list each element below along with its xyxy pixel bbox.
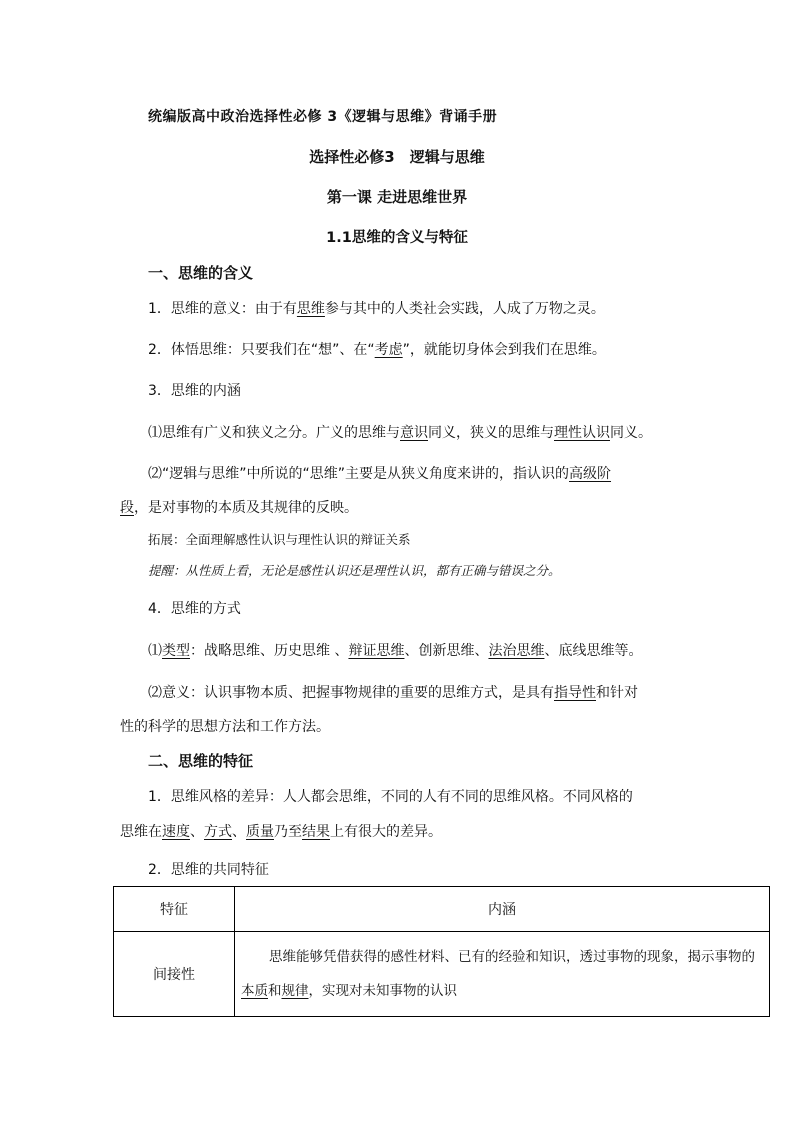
- table-cell-feature: 间接性: [114, 932, 235, 1017]
- book-title: 选择性必修3 逻辑与思维: [309, 148, 485, 166]
- section-title: 1.1思维的含义与特征: [326, 230, 468, 246]
- part1-item4-p1: ⑴类型：战略思维、历史思维 、辩证思维、创新思维、法治思维、底线思维等。: [148, 643, 643, 659]
- traits-table: [113, 886, 770, 1017]
- part1-heading: 一、思维的含义: [148, 264, 254, 282]
- table-row: [114, 932, 770, 1017]
- part1-item2: 2．体悟思维：只要我们在“想”、在“考虑”，就能切身体会到我们在思维。: [148, 342, 606, 358]
- document-title: 统编版高中政治选择性必修 3《逻辑与思维》背诵手册: [148, 109, 498, 125]
- part2-heading: 二、思维的特征: [148, 752, 254, 770]
- part2-item1-line1: 1．思维风格的差异：人人都会思维，不同的人有不同的思维风格。不同风格的: [148, 789, 633, 805]
- table-header-feature: 特征: [114, 887, 235, 932]
- part1-item1: 1．思维的意义：由于有思维参与其中的人类社会实践，人成了万物之灵。: [148, 301, 605, 317]
- part1-item3-p1: ⑴思维有广义和狭义之分。广义的思维与意识同义，狭义的思维与理性认识同义。: [148, 425, 652, 441]
- table-header-meaning: 内涵: [235, 887, 770, 932]
- part1-item3-p2-line2: 段，是对事物的本质及其规律的反映。: [120, 500, 358, 516]
- part2-item1-line2: 思维在速度、方式、质量乃至结果上有很大的差异。: [120, 824, 442, 840]
- part2-item2: 2．思维的共同特征: [148, 862, 269, 878]
- table-cell-meaning: 思维能够凭借获得的感性材料、已有的经验和知识，透过事物的现象，揭示事物的本质和规律，实现对未知事物的认识: [235, 932, 770, 1017]
- extension-note: 拓展：全面理解感性认识与理性认识的辩证关系: [148, 532, 411, 547]
- part1-item3-heading: 3．思维的内涵: [148, 383, 241, 399]
- lesson-title: 第一课 走进思维世界: [326, 188, 468, 206]
- part1-item3-p2-line1: ⑵“逻辑与思维”中所说的“思维”主要是从狭义角度来讲的，指认识的高级阶: [148, 466, 612, 482]
- reminder-note: 提醒：从性质上看，无论是感性认识还是理性认识，都有正确与错误之分。: [148, 563, 561, 578]
- part1-item4-heading: 4．思维的方式: [148, 601, 241, 617]
- part1-item4-p2-line2: 性的科学的思想方法和工作方法。: [120, 719, 330, 735]
- part1-item4-p2-line1: ⑵意义：认识事物本质、把握事物规律的重要的思维方式，是具有指导性和针对: [148, 685, 638, 701]
- table-header-row: [114, 887, 770, 932]
